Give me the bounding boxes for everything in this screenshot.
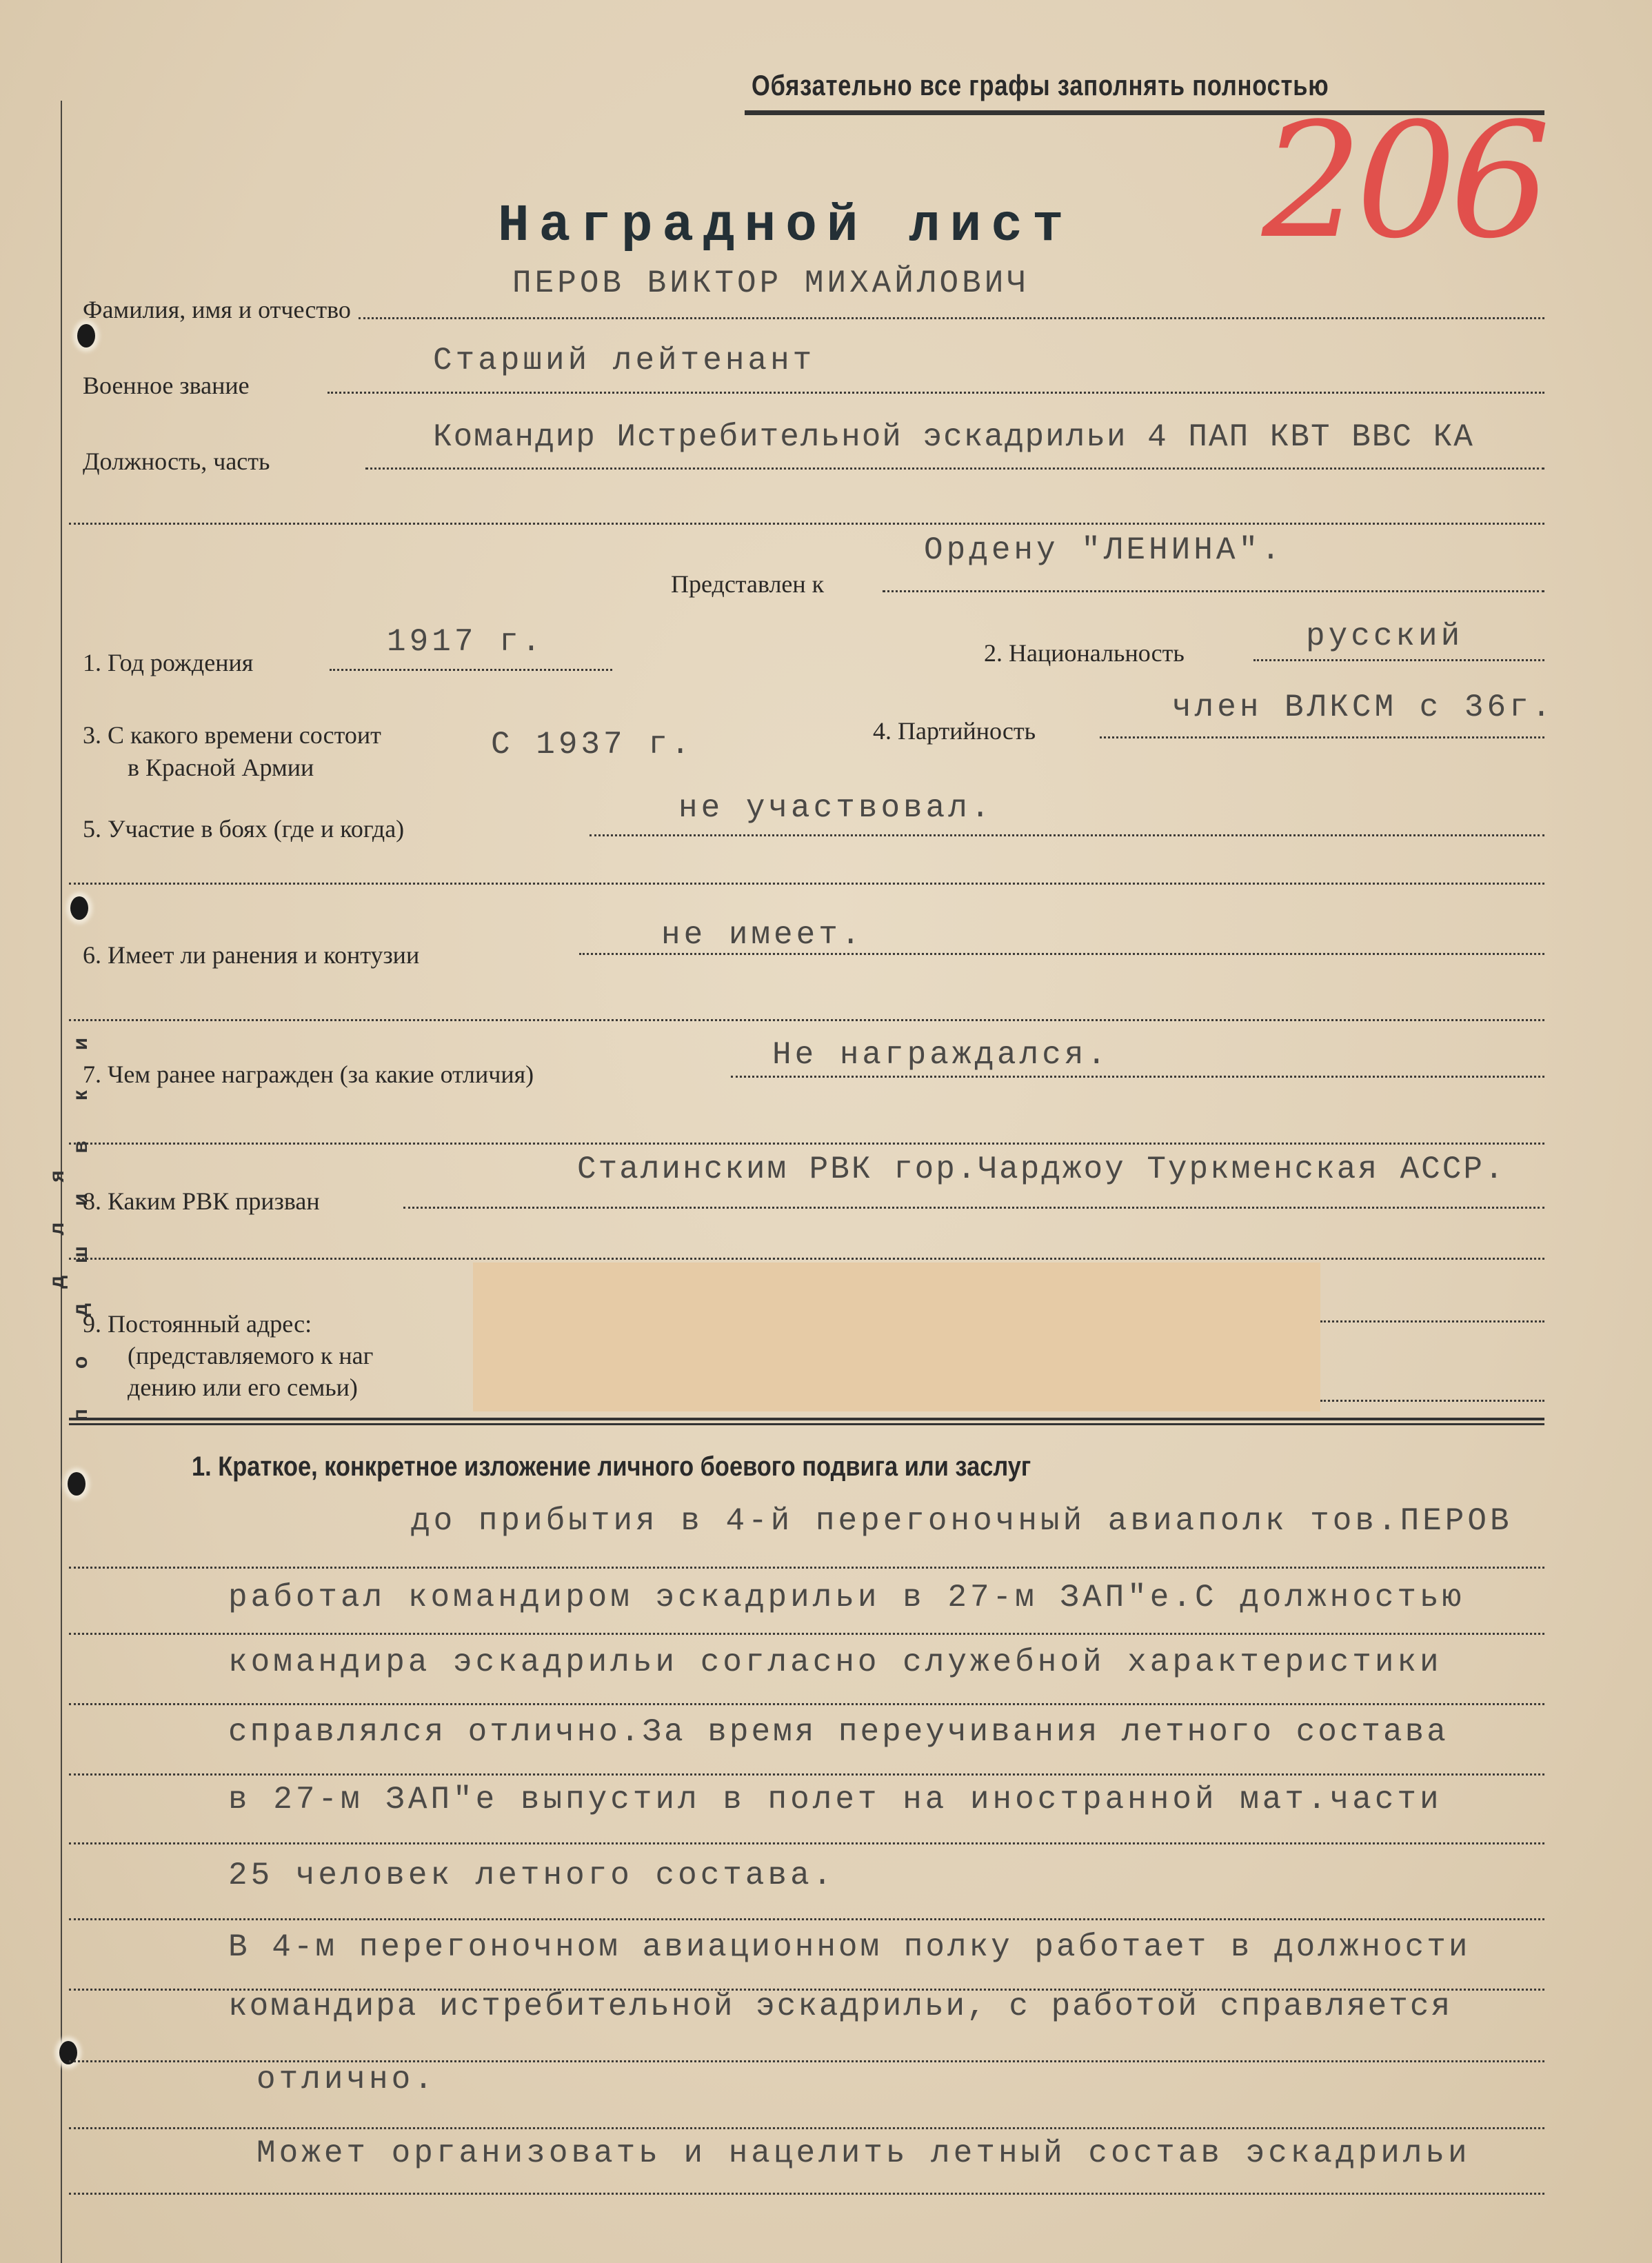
position-value: Командир Истребительной эскадрильи 4 ПАП КВТ ВВС КА [433, 419, 1474, 455]
narrative-rule [69, 1918, 1544, 1920]
fill-all-fields-notice: Обязательно все графы заполнять полностью [752, 69, 1329, 101]
nominated-label: Представлен к [671, 570, 825, 598]
battles-label: 5. Участие в боях (где и когда) [83, 815, 405, 843]
position-line-2 [69, 523, 1544, 525]
service-since-label-2: в Красной Армии [128, 754, 314, 781]
nationality-label: 2. Национальность [984, 639, 1185, 667]
punch-hole [77, 324, 95, 348]
birth-year-value: 1917 г. [387, 624, 545, 660]
document-title: Наградной лист [498, 197, 1074, 256]
draft-office-line-2 [69, 1258, 1544, 1260]
redacted-address [473, 1263, 1320, 1411]
address-label: 9. Постоянный адрес: [83, 1310, 312, 1338]
narrative-rule [69, 1567, 1544, 1569]
narrative-rule [69, 1773, 1544, 1776]
awards-value: Не награждался. [772, 1037, 1110, 1073]
wounds-value: не имеет. [661, 917, 864, 953]
address-line-2 [1320, 1400, 1544, 1402]
wounds-line-2 [69, 1019, 1544, 1021]
draft-office-value: Сталинским РВК гор.Чарджоу Туркменская АССР. [577, 1151, 1506, 1187]
nationality-value: русский [1306, 618, 1464, 654]
birth-year-line [330, 669, 612, 671]
rank-line [328, 392, 1544, 394]
punch-hole [68, 1472, 85, 1496]
wounds-line [579, 953, 1544, 955]
name-line [359, 317, 1544, 319]
narrative-line: работал командиром эскадрильи в 27-м ЗАП"е.С должностью [228, 1580, 1465, 1616]
service-since-value: С 1937 г. [491, 727, 694, 763]
narrative-line: отлично. [256, 2062, 436, 2098]
section1-heading: 1. Краткое, конкретное изложение личного боевого подвига или заслуг [192, 1451, 1031, 1482]
awards-line [731, 1076, 1544, 1078]
wounds-label: 6. Имеет ли ранения и контузии [83, 941, 420, 969]
battles-line [590, 834, 1544, 836]
draft-office-line [403, 1207, 1544, 1209]
narrative-line: В 4-м перегоночном авиационном полку работает в должности [228, 1929, 1471, 1965]
position-line [365, 467, 1544, 470]
narrative-line: справлялся отлично.За время переучивания летного состава [228, 1714, 1449, 1750]
awards-line-2 [69, 1143, 1544, 1145]
narrative-line: в 27-м ЗАП"е выпустил в полет на иностранной мат.части [228, 1782, 1442, 1818]
narrative-rule [69, 2193, 1544, 2195]
address-line [1320, 1320, 1544, 1322]
address-label-3: дению или его семьи) [128, 1374, 358, 1401]
party-value: член ВЛКСМ с 36г. [1172, 690, 1555, 725]
narrative-rule [69, 1633, 1544, 1635]
party-line [1100, 736, 1544, 738]
narrative-line: до прибытия в 4-й перегоночный авиаполк тов.ПЕРОВ [411, 1503, 1513, 1539]
narrative-line: командира истребительной эскадрильи, с работой справляется [228, 1989, 1453, 2024]
nominated-value: Ордену "ЛЕНИНА". [924, 532, 1284, 568]
narrative-line: 25 человек летного состава. [228, 1858, 836, 1893]
binding-margin-text: для подшивки [46, 997, 92, 1422]
rank-value: Старший лейтенант [433, 343, 816, 379]
address-label-2: (представляемого к наг [128, 1342, 374, 1369]
narrative-line: командира эскадрильи согласно служебной характеристики [228, 1645, 1442, 1680]
birth-year-label: 1. Год рождения [83, 649, 254, 676]
punch-hole [70, 896, 88, 920]
battles-value: не участвовал. [678, 790, 994, 826]
section-divider [69, 1418, 1544, 1425]
rank-label: Военное звание [83, 372, 250, 399]
nationality-line [1253, 659, 1544, 661]
narrative-rule [69, 2127, 1544, 2129]
name-label: Фамилия, имя и отчество [83, 296, 351, 323]
name-value: ПЕРОВ ВИКТОР МИХАЙЛОВИЧ [512, 265, 1029, 301]
narrative-rule [69, 1842, 1544, 1844]
awards-label: 7. Чем ранее награжден (за какие отличия) [83, 1060, 534, 1088]
position-label: Должность, часть [83, 447, 270, 475]
party-label: 4. Партийность [873, 717, 1036, 745]
draft-office-label: 8. Каким РВК призван [83, 1187, 320, 1215]
form-number-handwritten: 206 [1262, 90, 1544, 274]
service-since-label: 3. С какого времени состоит [83, 721, 381, 749]
narrative-rule [69, 1703, 1544, 1705]
nominated-line [883, 590, 1544, 592]
narrative-line: Может организовать и нацелить летный состав эскадрильи [256, 2135, 1471, 2171]
battles-line-2 [69, 883, 1544, 885]
